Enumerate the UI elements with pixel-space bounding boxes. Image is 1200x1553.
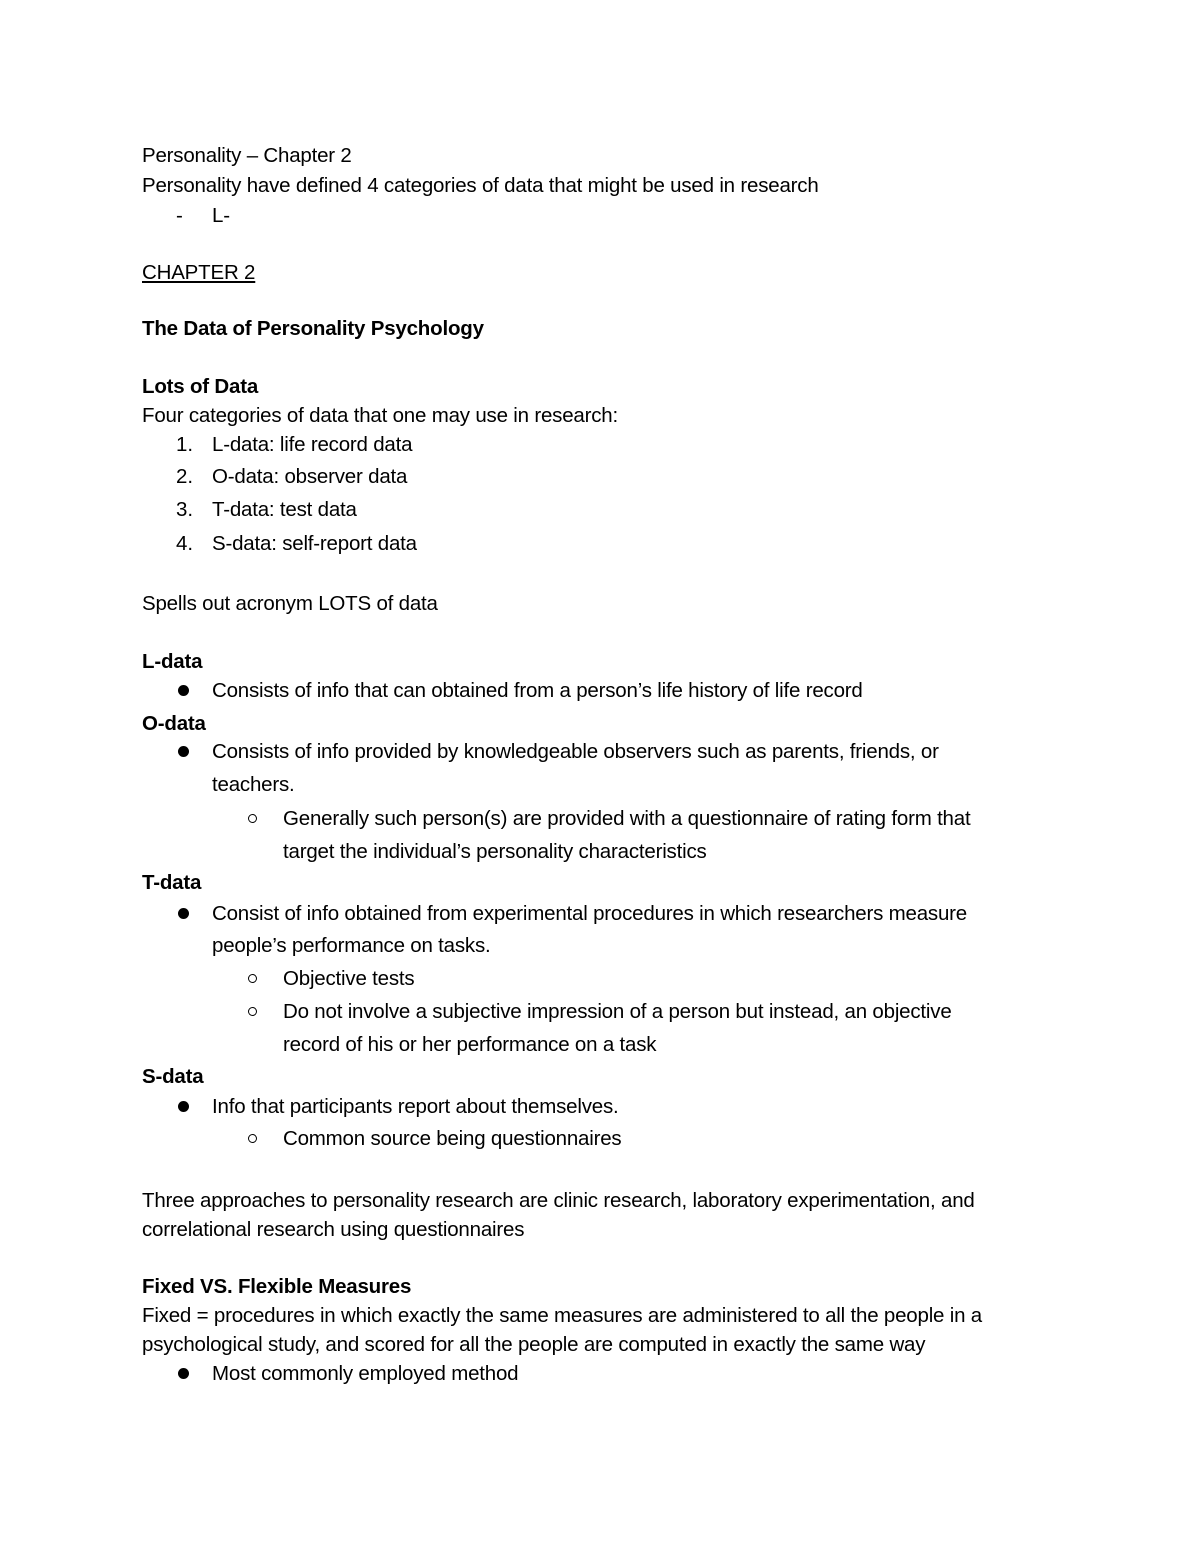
l-data-bullet: Consists of info that can obtained from a person’s life history of life record	[212, 679, 863, 702]
hollow-bullet-icon	[248, 1134, 257, 1143]
hollow-bullet-icon	[248, 814, 257, 823]
approaches-line1: Three approaches to personality research are clinic research, laboratory experimentation, and	[142, 1189, 975, 1212]
section-title: The Data of Personality Psychology	[142, 317, 484, 340]
t-data-sub2-line2: record of his or her performance on a task	[283, 1033, 657, 1056]
hollow-bullet-icon	[248, 1007, 257, 1016]
s-data-bullet: Info that participants report about themselves.	[212, 1095, 619, 1118]
bullet-icon	[178, 746, 189, 757]
t-data-bullet-line1: Consist of info obtained from experimental procedures in which researchers measure	[212, 902, 968, 925]
o-data-sub-line2: target the individual’s personality characteristics	[283, 840, 707, 863]
o-data-heading: O-data	[142, 712, 206, 735]
list-number: 4.	[176, 532, 194, 555]
o-data-bullet-line1: Consists of info provided by knowledgeable observers such as parents, friends, or	[212, 740, 939, 763]
t-data-bullet-line2: people’s performance on tasks.	[212, 934, 491, 957]
list-item: T-data: test data	[212, 498, 357, 521]
fixed-definition-line1: Fixed = procedures in which exactly the same measures are administered to all the people in a	[142, 1304, 983, 1327]
doc-title: Personality – Chapter 2	[142, 144, 352, 167]
lots-of-data-intro: Four categories of data that one may use in research:	[142, 404, 618, 427]
bullet-icon	[178, 1368, 189, 1379]
approaches-line2: correlational research using questionnaires	[142, 1218, 525, 1241]
hollow-bullet-icon	[248, 974, 257, 983]
lots-of-data-heading: Lots of Data	[142, 375, 259, 398]
bullet-icon	[178, 908, 189, 919]
o-data-sub-line1: Generally such person(s) are provided with a questionnaire of rating form that	[283, 807, 971, 830]
chapter-heading: CHAPTER 2	[142, 261, 256, 284]
list-item: L-data: life record data	[212, 433, 413, 456]
s-data-sub1: Common source being questionnaires	[283, 1127, 622, 1150]
bullet-icon	[178, 1101, 189, 1112]
o-data-bullet-line2: teachers.	[212, 773, 295, 796]
list-number: 2.	[176, 465, 194, 488]
s-data-heading: S-data	[142, 1065, 204, 1088]
t-data-heading: T-data	[142, 871, 202, 894]
fixed-definition-line2: psychological study, and scored for all the people are computed in exactly the same way	[142, 1333, 926, 1356]
acronym-note: Spells out acronym LOTS of data	[142, 592, 438, 615]
bullet-icon	[178, 685, 189, 696]
list-number: 3.	[176, 498, 194, 521]
list-item: O-data: observer data	[212, 465, 408, 488]
dash-item: L-	[212, 204, 230, 227]
list-item: S-data: self-report data	[212, 532, 417, 555]
t-data-sub2-line1: Do not involve a subjective impression of a person but instead, an objective	[283, 1000, 952, 1023]
intro-line: Personality have defined 4 categories of data that might be used in research	[142, 174, 819, 197]
fixed-flexible-heading: Fixed VS. Flexible Measures	[142, 1275, 412, 1298]
fixed-bullet: Most commonly employed method	[212, 1362, 519, 1385]
t-data-sub1: Objective tests	[283, 967, 415, 990]
l-data-heading: L-data	[142, 650, 203, 673]
dash-marker: -	[176, 204, 183, 227]
list-number: 1.	[176, 433, 194, 456]
